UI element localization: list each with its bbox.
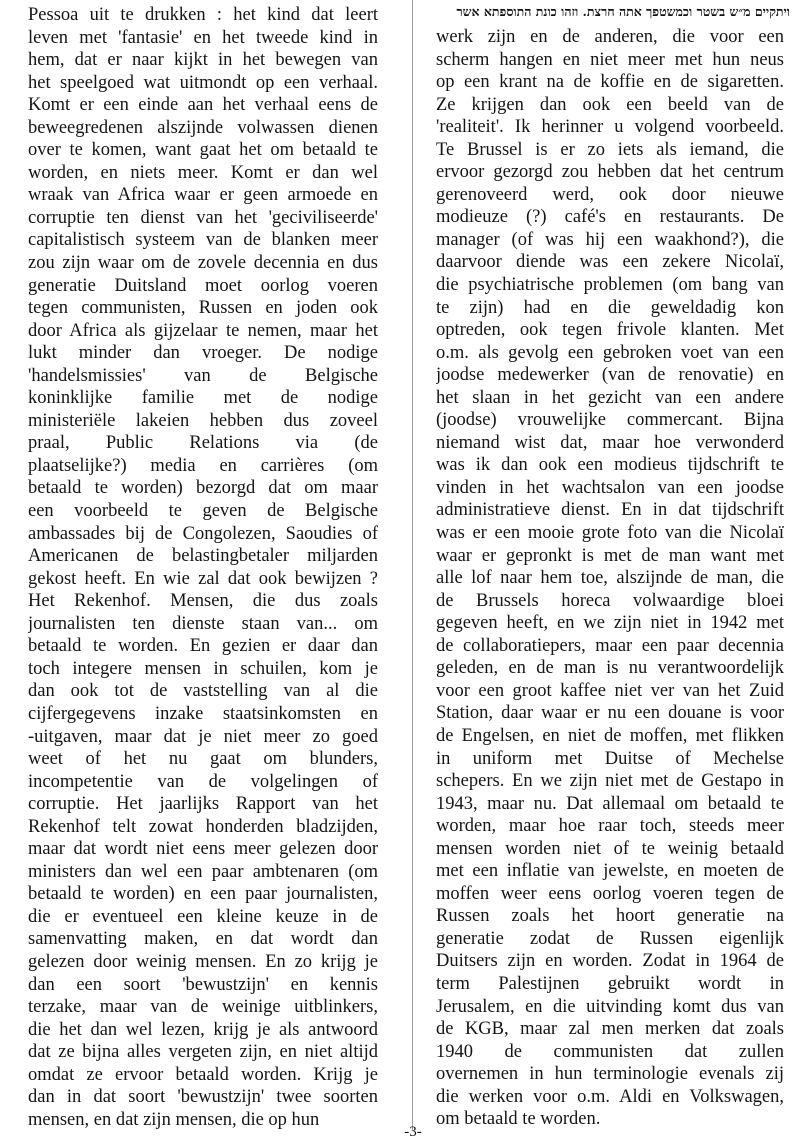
text-line: Americanen de belastingbetaler miljarden: [28, 546, 378, 567]
text-line: dan ook tot de vaststelling van al die: [28, 681, 378, 702]
text-line: Station, daar waar er nu een douane is voor: [436, 703, 784, 724]
text-line: incompetentie van de volgelingen of: [28, 771, 378, 792]
text-line: Rekenhof telt zowat honderden bladzijden,: [28, 816, 378, 837]
text-line: werk zijn en de anderen, die voor een: [436, 27, 784, 47]
text-line: dan in dat soort 'bewustzijn' twee soorten: [28, 1087, 378, 1108]
text-line: generatie zodat de Russen eigenlijk: [436, 928, 784, 949]
text-line: de collaboratiepers, maar een paar decennia: [436, 635, 784, 656]
text-line: voor een groot kaffee niet ver van het Zuid: [436, 680, 784, 701]
text-line: ministeriële lakeien hebben dus zoveel: [28, 410, 378, 431]
text-line: het slaan in het gezicht van een andere: [436, 387, 784, 408]
text-line: corruptie ten dienst van het 'geciviliseerde': [28, 207, 378, 228]
text-line: op een krant na de koffie en de sigaretten.: [436, 72, 784, 93]
text-line: 'handelsmissies' van de Belgische: [28, 365, 378, 386]
text-line: term Palestijnen gebruikt wordt in: [436, 973, 784, 994]
text-line: plaatselijke?) media en carrières (om: [28, 455, 378, 476]
left-text-column: [28, 4, 378, 1131]
text-line: toch integere mensen in schuilen, kom je: [28, 658, 378, 679]
text-line: de Brussels horeca volwaardige bloei: [436, 590, 784, 611]
text-line: gerenoveerd werd, ook door nieuwe: [436, 184, 784, 205]
text-line: hem, dat er naar kijkt in het bewegen van: [28, 50, 378, 71]
column-divider: [412, 0, 413, 1130]
text-line: beweegredenen alszijnde volwassen dienen: [28, 117, 378, 138]
text-line: was ik dan ook een modieus tijdschrift te: [436, 455, 784, 476]
text-line: optreden, ook tegen frivole klanten. Met: [436, 320, 784, 341]
text-line: het speelgoed wat uitmondt op een verhaal.: [28, 72, 378, 93]
text-line: scherm hangen en niet meer met hun neus: [436, 49, 784, 70]
text-line: generatie Duitsland moet oorlog voeren: [28, 275, 378, 296]
text-line: ambassades bij de Congolezen, Saoudies of: [28, 523, 378, 544]
text-line: weet of het nu gaat om blunders,: [28, 749, 378, 770]
text-line: (joodse) vrouwelijke commercant. Bijna: [436, 410, 784, 431]
text-line: gegeven heeft, en we zijn niet in 1942 met: [436, 613, 784, 634]
text-line: Ze krijgen dan ook een beeld van de: [436, 94, 784, 115]
text-line: ministers dan wel een paar ambtenaren (om: [28, 861, 378, 882]
text-line: maar dat wordt niet eens meer gelezen door: [28, 839, 378, 860]
text-line: capitalistisch systeem van de blanken meer: [28, 230, 378, 251]
text-line: modieuze (?) café's en restaurants. De: [436, 207, 784, 228]
text-line: Pessoa uit te drukken : het kind dat leert: [28, 5, 378, 25]
text-line: koninklijke familie met de nodige: [28, 388, 378, 409]
text-line: Russen zoals het hoort generatie na: [436, 906, 784, 927]
text-line: die psychiatrische problemen (om bang van: [436, 275, 784, 296]
text-line: betaald te worden. En gezien er daar dan: [28, 636, 378, 657]
hebrew-header-line: ויתקיים מ״ש בשטר וכמשטפך אתה חרצת. וזהו כונת התוספתא אשר: [456, 4, 790, 19]
text-line: te zijn) had en die geweldadig kon: [436, 297, 784, 318]
text-line: een voorbeeld te geven de Belgische: [28, 501, 378, 522]
text-line: mensen, en dat zijn mensen, die op hun: [28, 1109, 320, 1130]
text-line: 'realiteit'. Ik herinner u volgend voorbeeld.: [436, 117, 784, 138]
text-line: betaald te worden) bezorgd dat om maar: [28, 478, 378, 499]
text-line: Duitsers zijn en worden. Zodat in 1964 de: [436, 951, 784, 972]
text-line: betaald te worden) en een paar journalisten,: [28, 884, 378, 905]
text-line: over te komen, want gaat het om betaald te: [28, 140, 378, 161]
text-line: terzake, maar van de weinige uitblinkers,: [28, 997, 378, 1018]
text-line: geleden, en de man is nu verantwoordelijk: [436, 658, 784, 679]
text-line: de Engelsen, en niet de moffen, met flikken: [436, 725, 784, 746]
text-line: worden, maar hoe raar toch, steeds meer: [436, 816, 784, 837]
text-line: in uniform met Duitse of Mechelse: [436, 748, 784, 769]
text-line: wraak van Africa waar er geen armoede en: [28, 185, 378, 206]
text-line: 1940 de communisten dat zullen: [436, 1041, 784, 1062]
text-line: schepers. En we zijn niet met de Gestapo in: [436, 771, 784, 792]
text-line: 1943, maar nu. Dat allemaal om betaald te: [436, 793, 784, 814]
text-line: waar er gepronkt is met de man want met: [436, 545, 784, 566]
text-line: zou zijn waar om de zovele decennia en dus: [28, 253, 378, 274]
text-line: journalisten ten dienste staan van... om: [28, 613, 378, 634]
text-line: -uitgaven, maar dat je niet meer zo goed: [28, 726, 378, 747]
text-line: met een inflatie van jewelste, en moeten de: [436, 861, 784, 882]
text-line: leven met 'fantasie' en het tweede kind in: [28, 27, 378, 48]
page-number: -3-: [404, 1124, 422, 1140]
text-line: die het dan wel lezen, krijg je als antwoord: [28, 1019, 378, 1040]
text-line: Te Brussel is er zo iets als iemand, die: [436, 139, 784, 160]
text-line: door Africa als gijzelaar te nemen, maar het: [28, 320, 378, 341]
text-line: de KGB, maar zal men merken dat zoals: [436, 1019, 784, 1040]
text-line: Jerusalem, en die uitvinding komt dus van: [436, 996, 784, 1017]
text-line: samenvatting maken, en dat wordt dan: [28, 929, 378, 950]
text-line: niemand wist dat, maar hoe verwonderd: [436, 432, 784, 453]
text-line: daarvoor diende was een zekere Nicolaï,: [436, 252, 784, 273]
text-line: alle lof naar hem toe, alszijnde de man, die: [436, 568, 784, 589]
text-line: overnemen in hun terminologie evenals zij: [436, 1064, 784, 1085]
text-line: praal, Public Relations via (de: [28, 433, 378, 454]
text-line: gekost heeft. En wie zal dat ook bewijzen ?: [28, 568, 378, 589]
text-line: corruptie. Het jaarlijks Rapport van het: [28, 794, 378, 815]
text-line: Het Rekenhof. Mensen, die dus zoals: [28, 591, 378, 612]
text-line: dat ze bijna alles vergeten zijn, en niet altijd: [28, 1042, 378, 1063]
text-line: gelezen door weinig mensen. En zo krijg je: [28, 951, 378, 972]
text-line: ervoor gezorgd zou hebben dat het centrum: [436, 162, 784, 183]
right-text-column: [436, 26, 784, 1131]
text-line: o.m. als gevolg een gebroken voet van een: [436, 342, 784, 363]
text-line: omdat ze ervoor betaald worden. Krijg je: [28, 1064, 378, 1085]
text-line: Komt er een einde aan het verhaal eens de: [28, 95, 378, 116]
text-line: dan een soort 'bewustzijn' en kennis: [28, 974, 378, 995]
text-line: worden, en niets meer. Komt er dan wel: [28, 162, 378, 183]
text-line: cijfergegevens inzake staatsinkomsten en: [28, 703, 378, 724]
text-line: vinden in het wachtsalon van een joodse: [436, 477, 784, 498]
text-line: manager (of was hij een waakhond?), die: [436, 229, 784, 250]
text-line: lukt minder dan vroeger. De nodige: [28, 343, 378, 364]
text-line: administratieve dienst. En in dat tijdschrift: [436, 500, 784, 521]
text-line: om betaald te worden.: [436, 1109, 601, 1130]
text-line: tegen communisten, Russen en joden ook: [28, 298, 378, 319]
text-line: was er een mooie grote foto van die Nicolaï: [436, 523, 784, 544]
text-line: moffen weer eens oorlog voeren tegen de: [436, 883, 784, 904]
text-line: mensen worden niet of te weinig betaald: [436, 838, 784, 859]
text-line: die werken voor o.m. Aldi en Volkswagen,: [436, 1086, 784, 1107]
text-line: joodse medewerker (van de renovatie) en: [436, 365, 784, 386]
text-line: die er eventueel een kleine keuze in de: [28, 906, 378, 927]
